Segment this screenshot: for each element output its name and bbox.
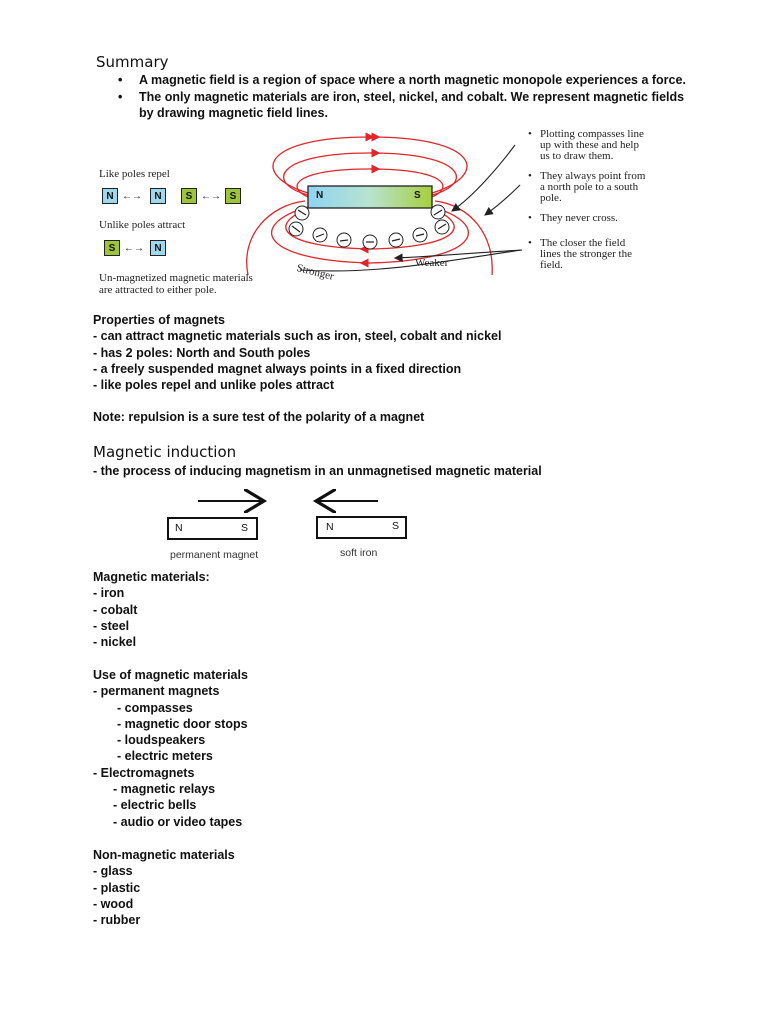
note-compasses: • Plotting compasses line up with these and help us to draw them. (528, 128, 644, 162)
permanent-s-label: S (240, 522, 248, 534)
repel-arrow: ←→ (201, 191, 221, 202)
note-closer-lines: • The closer the field lines the stronger the field. (528, 237, 632, 271)
field-line-diagram (230, 125, 530, 285)
magnet-pole-s: S (225, 188, 241, 204)
properties-heading: Properties of magnets (93, 313, 225, 327)
attract-arrow: ←→ (124, 243, 144, 254)
use-item: - electric bells (113, 798, 197, 813)
magnet-pole-n: N (150, 188, 166, 204)
note-dot: • (528, 170, 532, 182)
soft-iron-label: soft iron (340, 547, 378, 559)
permanent-magnet-bar (167, 517, 258, 540)
magnet-pole-s: S (181, 188, 197, 204)
note-never-cross: • They never cross. (528, 212, 618, 224)
use-item: - magnetic door stops (117, 716, 248, 731)
like-poles-label: Like poles repel (99, 168, 170, 180)
summary-bullets (118, 72, 698, 122)
summary-bullet-1: • A magnetic field is a region of space where a north magnetic monopole experiences a force. (118, 73, 686, 87)
property-item: - like poles repel and unlike poles attract (93, 378, 335, 393)
non-magnetic-item: - rubber (93, 913, 141, 928)
magnet-pole-n: N (102, 188, 118, 204)
material-item: - nickel (93, 635, 137, 650)
note-dot: • (528, 237, 532, 249)
note-dot: • (528, 128, 532, 140)
bar-magnet-s-label: S (414, 190, 421, 201)
bullet-dot: • (118, 73, 123, 87)
properties-section (93, 312, 501, 426)
uses-section (93, 667, 248, 830)
unmagnetized-label-2: are attracted to either pole. (99, 284, 217, 296)
use-item: - compasses (117, 700, 193, 715)
non-magnetic-item: - wood (93, 896, 134, 911)
note-direction: • They always point from a north pole to a south pole. (528, 170, 646, 204)
use-item: - audio or video tapes (113, 814, 243, 829)
summary-bullet-2: • The only magnetic materials are iron, steel, nickel, and cobalt. We represent magnetic fields by drawing magnetic field lines. (118, 89, 685, 120)
polarity-note: Note: repulsion is a sure test of the polarity of a magnet (93, 410, 425, 425)
soft-iron-s-label: S (391, 520, 399, 532)
unlike-poles-label: Unlike poles attract (99, 219, 186, 231)
non-magnetic-item: - plastic (93, 880, 141, 895)
use-item: - magnetic relays (113, 782, 216, 797)
induction-definition: - the process of inducing magnetism in an unmagnetised magnetic material (93, 464, 542, 478)
bar-magnet-n-label: N (316, 190, 324, 201)
materials-section (93, 569, 210, 650)
permanent-magnets-item: - permanent magnets (93, 684, 220, 699)
unmagnetized-label-1: Un-magnetized magnetic materials (99, 272, 253, 284)
material-item: - steel (93, 618, 130, 633)
magnet-pole-s: S (104, 240, 120, 256)
material-item: - iron (93, 586, 125, 601)
non-magnetic-item: - glass (93, 864, 133, 879)
stronger-label: Stronger (295, 262, 336, 283)
uses-heading: Use of magnetic materials (93, 668, 248, 682)
materials-heading: Magnetic materials: (93, 570, 210, 584)
soft-iron-bar (316, 516, 407, 539)
soft-iron-n-label: N (326, 521, 334, 533)
weaker-label: Weaker (415, 257, 449, 269)
summary-heading: Summary (96, 53, 169, 71)
permanent-n-label: N (175, 522, 183, 534)
property-item: - can attract magnetic materials such as iron, steel, cobalt and nickel (93, 329, 502, 344)
use-item: - electric meters (117, 749, 213, 764)
non-magnetic-heading: Non-magnetic materials (93, 848, 235, 862)
electromagnets-item: - Electromagnets (93, 765, 195, 780)
bullet-dot: • (118, 89, 123, 104)
property-item: - has 2 poles: North and South poles (93, 345, 311, 360)
figure-notes (528, 129, 678, 280)
non-magnetic-section (93, 847, 235, 928)
repel-arrow: ←→ (122, 191, 142, 202)
note-dot: • (528, 212, 532, 224)
induction-heading: Magnetic induction (93, 443, 237, 461)
material-item: - cobalt (93, 602, 138, 617)
use-item: - loudspeakers (117, 733, 206, 748)
permanent-magnet-label: permanent magnet (170, 549, 259, 561)
property-item: - a freely suspended magnet always points in a fixed direction (93, 361, 462, 376)
magnet-pole-n: N (150, 240, 166, 256)
